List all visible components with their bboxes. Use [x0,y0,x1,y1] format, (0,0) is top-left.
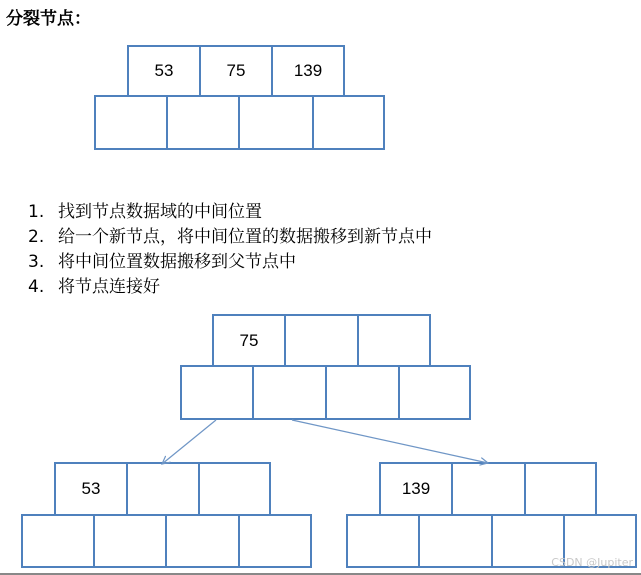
key-cell: 75 [199,45,273,97]
key-cell: 53 [54,462,128,516]
key-cell: 53 [127,45,201,97]
watermark: CSDN @Jupiter [551,556,633,569]
arrow-to-left-child [162,420,216,464]
step-item: 3. 将中间位置数据搬移到父节点中 [28,252,296,272]
arrow-to-right-child [292,420,488,463]
step-item: 2. 给一个新节点，将中间位置的数据搬移到新节点中 [28,227,432,247]
key-cell: 75 [212,314,286,367]
key-cell: 139 [379,462,453,516]
key-cell: 139 [271,45,345,97]
page-title: 分裂节点： [6,9,91,29]
step-item: 4. 将节点连接好 [28,277,160,297]
step-item: 1. 找到节点数据域的中间位置 [28,202,262,222]
